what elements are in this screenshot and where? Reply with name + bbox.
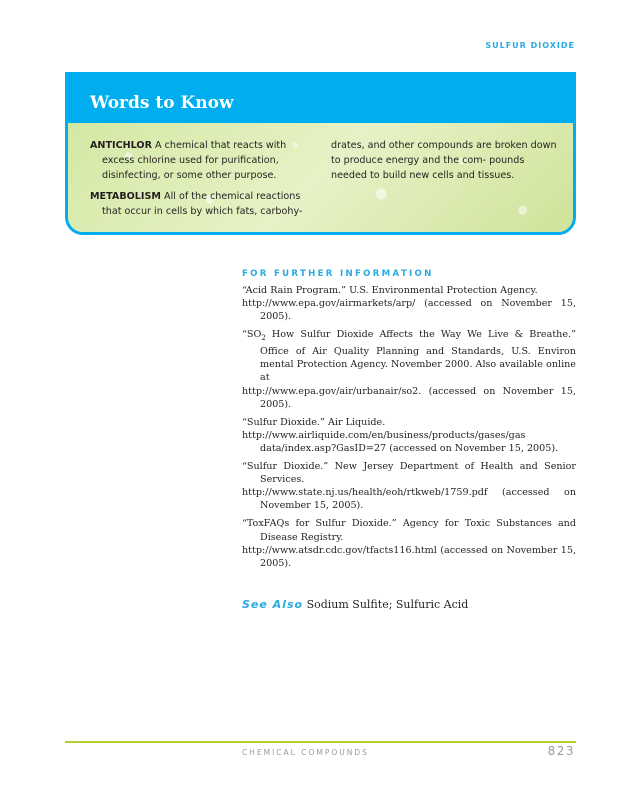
- reference-url[interactable]: http://www.atsdr.cdc.gov/tfacts116.html (accessed on November 15, 2005).: [242, 544, 576, 569]
- reference-item: [242, 416, 576, 455]
- term-headword: ANTICHLOR: [90, 140, 152, 151]
- reference-url[interactable]: http://www.state.nj.us/health/eoh/rtkweb/1759.pdf (accessed on November 15, 2005).: [242, 487, 576, 512]
- words-to-know-title: Words to Know: [90, 93, 234, 113]
- running-head: SULFUR DIOXIDE: [485, 41, 575, 50]
- reference-source: New Jersey Department of Health and Senior Services.: [260, 461, 576, 486]
- term-headword: METABOLISM: [90, 191, 161, 202]
- see-also-links[interactable]: Sodium Sulfite; Sulfuric Acid: [306, 598, 469, 611]
- glossary-term: [90, 138, 314, 183]
- footer-rule: [65, 741, 576, 743]
- reference-url[interactable]: http://www.epa.gov/air/urbanair/so2. (accessed on November 15, 2005).: [242, 385, 576, 410]
- reference-source: Air Liquide.: [327, 416, 386, 428]
- further-information-heading: FOR FURTHER INFORMATION: [242, 269, 434, 279]
- glossary-column-right: [331, 138, 561, 183]
- see-also: [242, 598, 468, 611]
- reference-item: [242, 517, 576, 569]
- term-definition: A chemical that reacts with excess chlorine used for purification, disinfecting, or some other purpose.: [102, 140, 287, 181]
- reference-item: [242, 460, 576, 512]
- term-definition: All of the chemical reactions that occur in cells by which fats, carbohy-: [102, 191, 303, 217]
- words-to-know-box: [65, 72, 576, 235]
- reference-title: “Sulfur Dioxide.”: [242, 461, 329, 473]
- words-to-know-body: [68, 123, 573, 232]
- reference-title: “$SO_2$ How Sulfur Dioxide Affects the Way We Live & Breathe.”: [242, 329, 576, 343]
- see-also-label: See Also: [242, 598, 304, 611]
- reference-source: Office of Air Quality Planning and Standards, U.S. Environ mental Protection Agency. November 2000. Also available online at: [260, 346, 576, 384]
- reference-item: [242, 284, 576, 323]
- reference-title: “Sulfur Dioxide.”: [242, 416, 325, 428]
- glossary-column-left: [90, 138, 314, 225]
- reference-list: [242, 284, 576, 575]
- words-to-know-header: [68, 75, 573, 123]
- reference-url[interactable]: http://www.airliquide.com/en/business/products/gases/gas data/index.asp?GasID=27 (accessed on November 15, 2005).: [242, 429, 559, 454]
- glossary-term: [90, 189, 314, 219]
- reference-source: U.S. Environmental Protection Agency.: [349, 285, 538, 296]
- footer-book-title: CHEMICAL COMPOUNDS: [242, 748, 369, 757]
- glossary-continuation: drates, and other compounds are broken down to produce energy and the com- pounds needed to build new cells and tissues.: [331, 140, 557, 181]
- page-number: 823: [547, 744, 575, 758]
- reference-url[interactable]: http://www.epa.gov/airmarkets/arp/ (accessed on November 15, 2005).: [242, 298, 576, 323]
- reference-title: “Acid Rain Program.”: [242, 285, 347, 296]
- reference-title: “ToxFAQs for Sulfur Dioxide.”: [242, 518, 397, 530]
- reference-item: [242, 328, 576, 410]
- reference-source: Agency for Toxic Substances and Disease Registry.: [260, 518, 576, 543]
